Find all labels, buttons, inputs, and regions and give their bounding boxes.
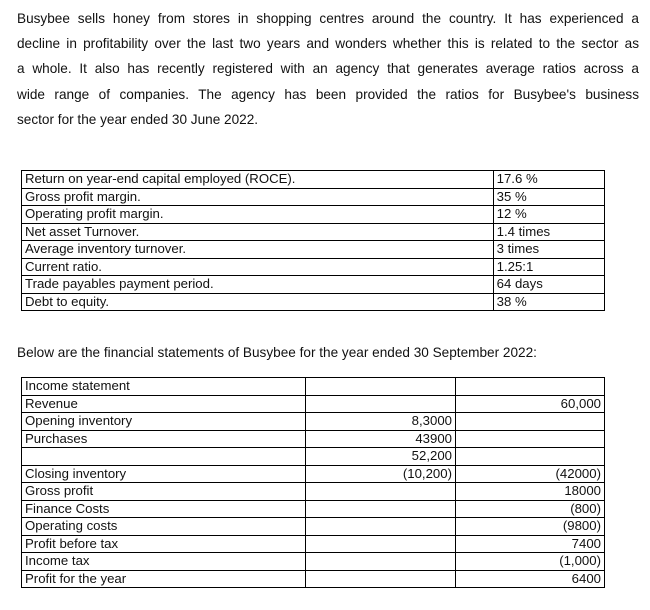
table-row — [22, 448, 605, 466]
ratio-label: Return on year-end capital employed (ROCE). — [22, 171, 494, 189]
table-row — [22, 276, 605, 294]
row-total: 18000 — [456, 483, 605, 501]
table-row — [22, 258, 605, 276]
table-row — [22, 430, 605, 448]
row-amount: 43900 — [305, 430, 455, 448]
income-statement-table — [21, 377, 605, 588]
table-row — [22, 535, 605, 553]
row-label: Revenue — [22, 395, 306, 413]
table-row — [22, 570, 605, 588]
row-total: 6400 — [456, 570, 605, 588]
ratio-label: Operating profit margin. — [22, 206, 494, 224]
ratio-value: 64 days — [493, 276, 604, 294]
intro-line: decline in profitability over the last two years and wonders whether this is related to the sector as — [17, 36, 639, 52]
ratio-label: Debt to equity. — [22, 293, 494, 311]
row-total: (42000) — [456, 465, 605, 483]
intro-line: Busybee sells honey from stores in shopping centres around the country. It has experienced a — [17, 11, 639, 26]
ratio-value: 1.4 times — [493, 223, 604, 241]
ratio-value: 12 % — [493, 206, 604, 224]
row-total: (9800) — [456, 518, 605, 536]
sector-ratios-table — [21, 170, 605, 311]
intro-line: a whole. It also has recently registered with an agency that generates average ratios across a — [17, 61, 639, 77]
table-row — [22, 483, 605, 501]
ratio-label: Net asset Turnover. — [22, 223, 494, 241]
ratio-value: 38 % — [493, 293, 604, 311]
ratio-label: Average inventory turnover. — [22, 241, 494, 259]
row-label: Finance Costs — [22, 500, 306, 518]
financial-statements-heading: Below are the financial statements of Busybee for the year ended 30 September 2022: — [17, 345, 537, 360]
row-label: Profit before tax — [22, 535, 306, 553]
table-row — [22, 465, 605, 483]
row-total: (1,000) — [456, 553, 605, 571]
row-total: 60,000 — [456, 395, 605, 413]
row-amount: (10,200) — [305, 465, 455, 483]
table-row — [22, 395, 605, 413]
ratio-value: 35 % — [493, 188, 604, 206]
row-total: 7400 — [456, 535, 605, 553]
row-label: Opening inventory — [22, 413, 306, 431]
ratio-label: Trade payables payment period. — [22, 276, 494, 294]
row-subtotal: 52,200 — [305, 448, 455, 466]
table-row — [22, 413, 605, 431]
row-label: Profit for the year — [22, 570, 306, 588]
table-row — [22, 518, 605, 536]
row-amount: 8,3000 — [305, 413, 455, 431]
table-row — [22, 553, 605, 571]
table-row — [22, 188, 605, 206]
row-total: (800) — [456, 500, 605, 518]
ratio-label: Gross profit margin. — [22, 188, 494, 206]
table-row — [22, 171, 605, 189]
intro-line: sector for the year ended 30 June 2022. — [17, 111, 259, 127]
ratio-label: Current ratio. — [22, 258, 494, 276]
ratio-value: 3 times — [493, 241, 604, 259]
row-label: Closing inventory — [22, 465, 306, 483]
table-row — [22, 293, 605, 311]
table-row — [22, 500, 605, 518]
row-label: Gross profit — [22, 483, 306, 501]
intro-line: wide range of companies. The agency has been provided the ratios for Busybee's business — [17, 86, 639, 102]
table-row — [22, 206, 605, 224]
table-row — [22, 223, 605, 241]
row-label: Purchases — [22, 430, 306, 448]
row-label: Operating costs — [22, 518, 306, 536]
ratio-value: 1.25:1 — [493, 258, 604, 276]
row-label: Income tax — [22, 553, 306, 571]
intro-paragraph — [17, 6, 639, 132]
table-row — [22, 241, 605, 259]
ratio-value: 17.6 % — [493, 171, 604, 189]
table-row — [22, 378, 605, 396]
income-statement-title: Income statement — [22, 378, 306, 396]
